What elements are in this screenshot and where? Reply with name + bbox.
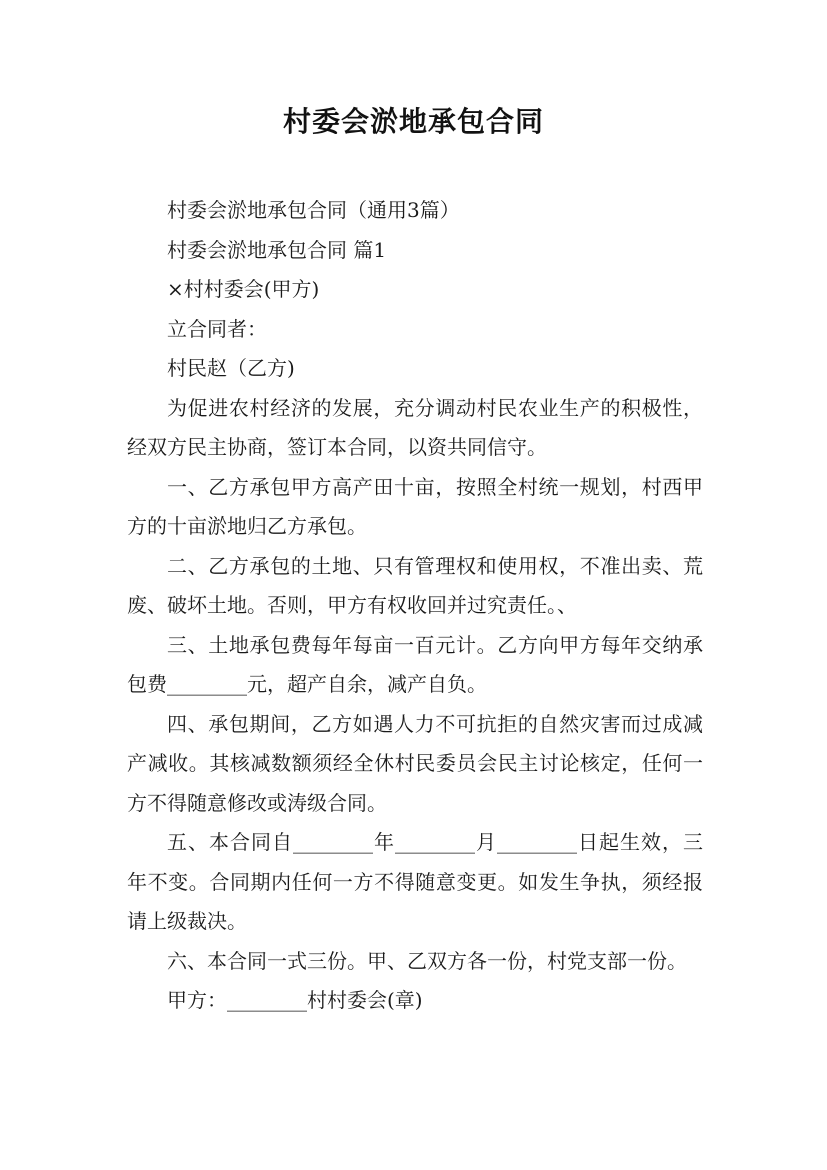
section-heading: 村委会淤地承包合同 篇1 [167,237,387,262]
preamble-paragraph: 为促进农村经济的发展，充分调动村民农业生产的积极性，经双方民主协商，签订本合同，以资共同信守。 [127,395,703,459]
clause-6: 六、本合同一式三份。甲、乙双方各一份，村党支部一份。 [167,948,687,973]
document-title: 村委会淤地承包合同 [282,105,544,138]
clause-1: 一、乙方承包甲方高产田十亩，按照全村统一规划，村西甲方的十亩淤地归乙方承包。 [127,474,703,538]
document-body [127,191,703,1021]
signature-party-a: 甲方：________村村委会(章) [167,988,423,1012]
party-b-line: 村民赵（乙方) [167,356,295,380]
clause-2: 二、乙方承包的土地、只有管理权和使用权，不准出卖、荒废、破坏土地。否则，甲方有权收回并过究责任。、 [127,553,703,617]
clause-5: 五、本合同自________年________月________日起生效，三年不变。合同期内任何一方不得随意变更。如发生争执，须经报请上级裁决。 [127,830,703,933]
party-a-line: ×村村委会(甲方) [167,277,320,301]
clause-4: 四、承包期间，乙方如遇人力不可抗拒的自然灾害而过成减产减收。其核减数额须经全休村民委员会民主讨论核定，任何一方不得随意修改或涛级合同。 [127,711,703,815]
clause-3: 三、土地承包费每年每亩一百元计。乙方向甲方每年交纳承包费________元，超产自余，减产自负。 [127,632,703,696]
subtitle-paragraph: 村委会淤地承包合同（通用3篇） [167,198,460,222]
contractor-label: 立合同者： [167,316,267,341]
